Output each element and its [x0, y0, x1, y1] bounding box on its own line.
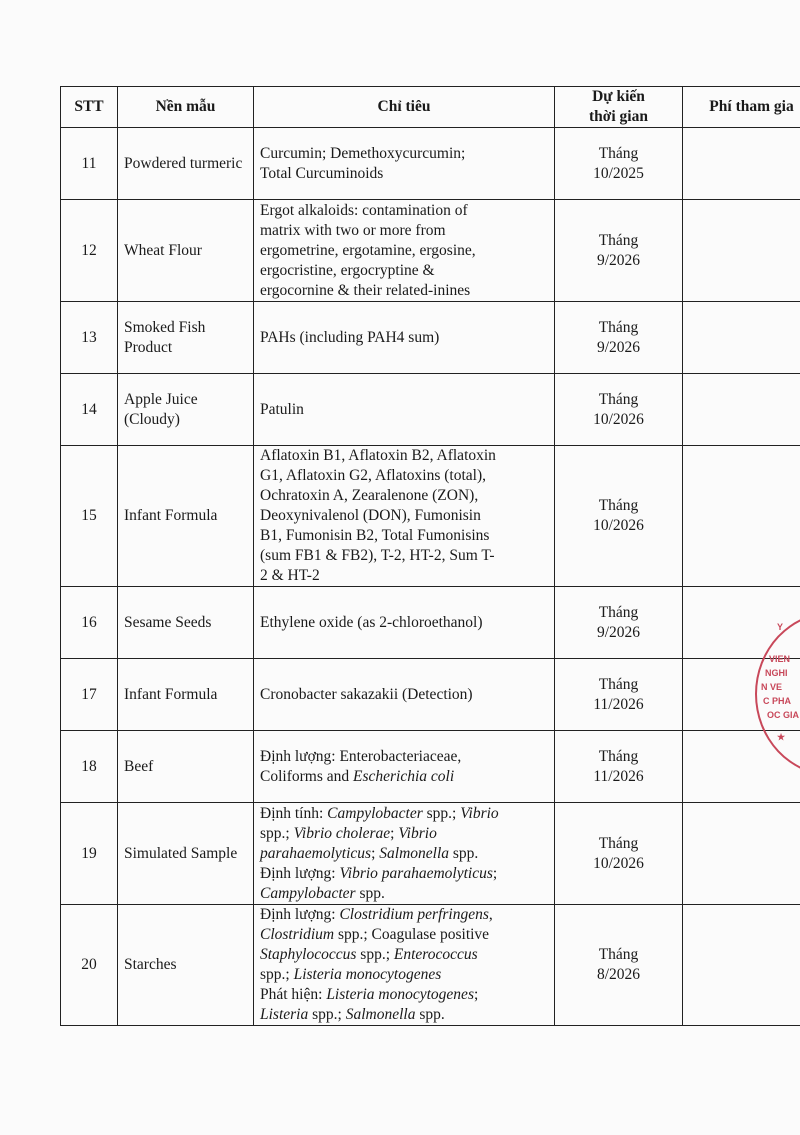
- parameter-text: 2 & HT-2: [260, 567, 320, 584]
- cell-expected-time: [555, 446, 683, 587]
- parameter-text: ;: [473, 986, 479, 1003]
- cell-parameter: [254, 905, 555, 1026]
- cell-matrix: Wheat Flour: [118, 200, 254, 302]
- parameter-text: Ethylene oxide (as 2-chloroethanol): [260, 613, 483, 631]
- time-month-label: Tháng: [598, 318, 639, 336]
- cell-matrix: Sesame Seeds: [118, 587, 254, 659]
- parameter-text: ;: [390, 824, 399, 842]
- parameter-italic-text: Vibrio parahaemolyticus: [339, 864, 493, 882]
- parameter-italic-text: Staphylococcus: [260, 946, 357, 963]
- header-expected-time: [555, 87, 683, 128]
- cell-stt: 16: [61, 587, 118, 659]
- parameter-italic-text: Clostridium perfringens: [339, 906, 489, 923]
- cell-matrix: Powdered turmeric: [118, 128, 254, 200]
- table-row: [61, 128, 800, 200]
- parameter-line: [260, 613, 548, 633]
- cell-expected-time: [555, 200, 683, 302]
- cell-matrix: Starches: [118, 905, 254, 1026]
- cell-expected-time: [555, 803, 683, 905]
- cell-stt: 12: [61, 200, 118, 302]
- table-row: [61, 905, 800, 1026]
- parameter-italic-text: Campylobacter: [327, 804, 423, 822]
- table-row: [61, 659, 800, 731]
- header-time-line2: thời gian: [589, 108, 648, 125]
- cell-expected-time: [555, 731, 683, 803]
- parameter-italic-text: Listeria monocytogenes: [326, 986, 474, 1003]
- time-month-label: Tháng: [598, 497, 639, 514]
- parameter-line: [260, 241, 548, 261]
- cell-parameter: [254, 731, 555, 803]
- time-month-label: Tháng: [598, 747, 639, 765]
- time-month-label: Tháng: [598, 946, 639, 963]
- cell-matrix: Infant Formula: [118, 659, 254, 731]
- table-row: [61, 731, 800, 803]
- time-date: 10/2026: [593, 410, 644, 428]
- table-row: [61, 374, 800, 446]
- time-month-label: Tháng: [598, 144, 639, 162]
- cell-parameter: [254, 659, 555, 731]
- cell-fee: [683, 446, 800, 587]
- cell-stt: 11: [61, 128, 118, 200]
- parameter-text: Phát hiện:: [260, 986, 327, 1003]
- parameter-text: ergometrine, ergotamine, ergosine,: [260, 241, 476, 259]
- time-date: 10/2026: [593, 854, 644, 872]
- parameter-italic-text: parahaemolyticus: [260, 844, 372, 862]
- parameter-line: [260, 164, 548, 184]
- cell-parameter: [254, 803, 555, 905]
- parameter-italic-text: Campylobacter: [260, 884, 356, 902]
- cell-fee: [683, 200, 800, 302]
- parameter-text: Định lượng: Enterobacteriaceae,: [260, 747, 462, 765]
- parameter-text: spp.; Coagulase positive: [334, 926, 490, 943]
- table-row: [61, 587, 800, 659]
- cell-stt: 17: [61, 659, 118, 731]
- cell-stt: 19: [61, 803, 118, 905]
- parameter-line: [260, 864, 548, 884]
- cell-parameter: [254, 587, 555, 659]
- table-header-row: [61, 87, 800, 128]
- stamp-text: OC GIA: [767, 710, 800, 720]
- time-month-label: Tháng: [598, 834, 639, 852]
- time-date: 9/2026: [596, 251, 641, 269]
- parameter-text: Định lượng:: [260, 906, 340, 923]
- header-matrix: Nền mẫu: [118, 87, 254, 128]
- parameter-line: [260, 965, 548, 985]
- cell-fee: [683, 905, 800, 1026]
- parameter-line: [260, 747, 548, 767]
- cell-parameter: [254, 200, 555, 302]
- time-date: 8/2026: [596, 966, 641, 983]
- parameter-text: PAHs (including PAH4 sum): [260, 328, 440, 346]
- cell-fee: [683, 302, 800, 374]
- time-date: 9/2026: [596, 623, 641, 641]
- parameter-italic-text: Listeria monocytogenes: [293, 966, 442, 983]
- table-row: [61, 803, 800, 905]
- parameter-text: spp.;: [308, 1006, 346, 1023]
- parameter-line: [260, 1005, 548, 1025]
- red-stamp-fragment: [755, 612, 800, 772]
- table-row: [61, 302, 800, 374]
- parameter-line: [260, 546, 548, 566]
- cell-fee: [683, 128, 800, 200]
- parameter-text: (sum FB1 & FB2), T-2, HT-2, Sum T-: [260, 547, 495, 564]
- parameter-text: Total Curcuminoids: [260, 164, 384, 182]
- cell-parameter: [254, 446, 555, 587]
- cell-expected-time: [555, 128, 683, 200]
- parameter-line: [260, 804, 548, 824]
- parameter-text: ;: [492, 864, 498, 882]
- parameter-line: [260, 884, 548, 904]
- parameter-line: [260, 824, 548, 844]
- parameter-italic-text: Salmonella: [379, 844, 450, 862]
- cell-matrix: Beef: [118, 731, 254, 803]
- cell-parameter: [254, 302, 555, 374]
- parameter-line: [260, 526, 548, 546]
- parameter-italic-text: Salmonella: [345, 1006, 416, 1023]
- parameter-text: Định lượng:: [260, 864, 340, 882]
- parameter-text: spp.;: [260, 824, 294, 842]
- parameter-line: [260, 685, 548, 705]
- parameter-italic-text: Enterococcus: [393, 946, 478, 963]
- header-time-line1: Dự kiến: [592, 88, 645, 105]
- parameter-line: [260, 400, 548, 420]
- header-parameter: Chỉ tiêu: [254, 87, 555, 128]
- parameter-italic-text: Vibrio: [460, 804, 499, 822]
- time-date: 10/2026: [593, 517, 644, 534]
- parameter-text: Aflatoxin B1, Aflatoxin B2, Aflatoxin: [260, 447, 496, 464]
- stamp-ring: [755, 612, 800, 772]
- cell-matrix: Apple Juice (Cloudy): [118, 374, 254, 446]
- stamp-text: C PHA: [763, 696, 792, 706]
- parameter-line: [260, 328, 548, 348]
- time-date: 9/2026: [596, 338, 641, 356]
- stamp-text: NGHI: [765, 668, 788, 678]
- parameter-text: ergocristine, ergocryptine &: [260, 261, 435, 279]
- cell-stt: 15: [61, 446, 118, 587]
- parameter-text: B1, Fumonisin B2, Total Fumonisins: [260, 527, 490, 544]
- parameter-text: spp.;: [422, 804, 461, 822]
- cell-fee: [683, 374, 800, 446]
- parameter-line: [260, 201, 548, 221]
- parameter-line: [260, 281, 548, 301]
- stamp-text: N VE: [761, 682, 783, 692]
- table-row: [61, 200, 800, 302]
- parameter-text: ,: [488, 906, 493, 923]
- cell-expected-time: [555, 659, 683, 731]
- time-date: 11/2026: [593, 695, 644, 713]
- parameter-line: [260, 985, 548, 1005]
- cell-parameter: [254, 374, 555, 446]
- cell-fee: [683, 803, 800, 905]
- time-date: 10/2025: [593, 164, 644, 182]
- parameter-text: spp.: [355, 884, 385, 902]
- parameter-line: [260, 261, 548, 281]
- time-date: 11/2026: [593, 767, 644, 785]
- parameter-text: Định tính:: [260, 804, 328, 822]
- cell-matrix: Simulated Sample: [118, 803, 254, 905]
- parameter-line: [260, 844, 548, 864]
- parameter-text: Curcumin; Demethoxycurcumin;: [260, 144, 466, 162]
- parameter-text: Ochratoxin A, Zearalenone (ZON),: [260, 487, 479, 504]
- parameter-line: [260, 466, 548, 486]
- parameter-text: matrix with two or more from: [260, 221, 446, 239]
- parameter-text: ergocornine & their related-inines: [260, 281, 471, 299]
- table-row: [61, 446, 800, 587]
- time-month-label: Tháng: [598, 390, 639, 408]
- parameter-italic-text: Vibrio: [398, 824, 437, 842]
- cell-expected-time: [555, 302, 683, 374]
- parameter-text: Coliforms and: [260, 767, 353, 785]
- parameter-italic-text: Vibrio cholerae: [293, 824, 391, 842]
- parameter-italic-text: Escherichia coli: [353, 767, 455, 785]
- cell-parameter: [254, 128, 555, 200]
- header-fee: Phí tham gia: [683, 87, 800, 128]
- parameter-line: [260, 905, 548, 925]
- parameter-text: Deoxynivalenol (DON), Fumonisin: [260, 507, 481, 524]
- parameter-text: Patulin: [260, 400, 304, 418]
- parameter-line: [260, 486, 548, 506]
- stamp-text: ★: [777, 732, 786, 742]
- stamp-text: Y: [777, 622, 784, 632]
- parameter-line: [260, 566, 548, 586]
- parameter-line: [260, 767, 548, 787]
- stamp-text: VIEN: [769, 654, 791, 664]
- parameter-text: spp.: [449, 844, 479, 862]
- parameter-line: [260, 506, 548, 526]
- cell-stt: 20: [61, 905, 118, 1026]
- time-month-label: Tháng: [598, 231, 639, 249]
- time-month-label: Tháng: [598, 675, 639, 693]
- cell-stt: 14: [61, 374, 118, 446]
- parameter-text: Ergot alkaloids: contamination of: [260, 201, 468, 219]
- parameter-text: G1, Aflatoxin G2, Aflatoxins (total),: [260, 467, 487, 484]
- cell-expected-time: [555, 374, 683, 446]
- parameter-text: spp.;: [260, 966, 294, 983]
- header-stt: STT: [61, 87, 118, 128]
- cell-stt: 18: [61, 731, 118, 803]
- parameter-italic-text: Listeria: [260, 1006, 309, 1023]
- cell-expected-time: [555, 905, 683, 1026]
- parameter-text: spp.;: [356, 946, 394, 963]
- cell-matrix: Smoked Fish Product: [118, 302, 254, 374]
- parameter-line: [260, 221, 548, 241]
- time-month-label: Tháng: [598, 603, 639, 621]
- cell-stt: 13: [61, 302, 118, 374]
- parameter-text: spp.: [415, 1006, 445, 1023]
- parameter-text: ;: [371, 844, 380, 862]
- cell-matrix: Infant Formula: [118, 446, 254, 587]
- parameter-line: [260, 144, 548, 164]
- parameter-line: [260, 945, 548, 965]
- cell-expected-time: [555, 587, 683, 659]
- parameter-line: [260, 925, 548, 945]
- parameter-italic-text: Clostridium: [260, 926, 335, 943]
- parameter-line: [260, 446, 548, 466]
- parameter-text: Cronobacter sakazakii (Detection): [260, 685, 473, 703]
- proficiency-testing-table: [60, 86, 800, 1026]
